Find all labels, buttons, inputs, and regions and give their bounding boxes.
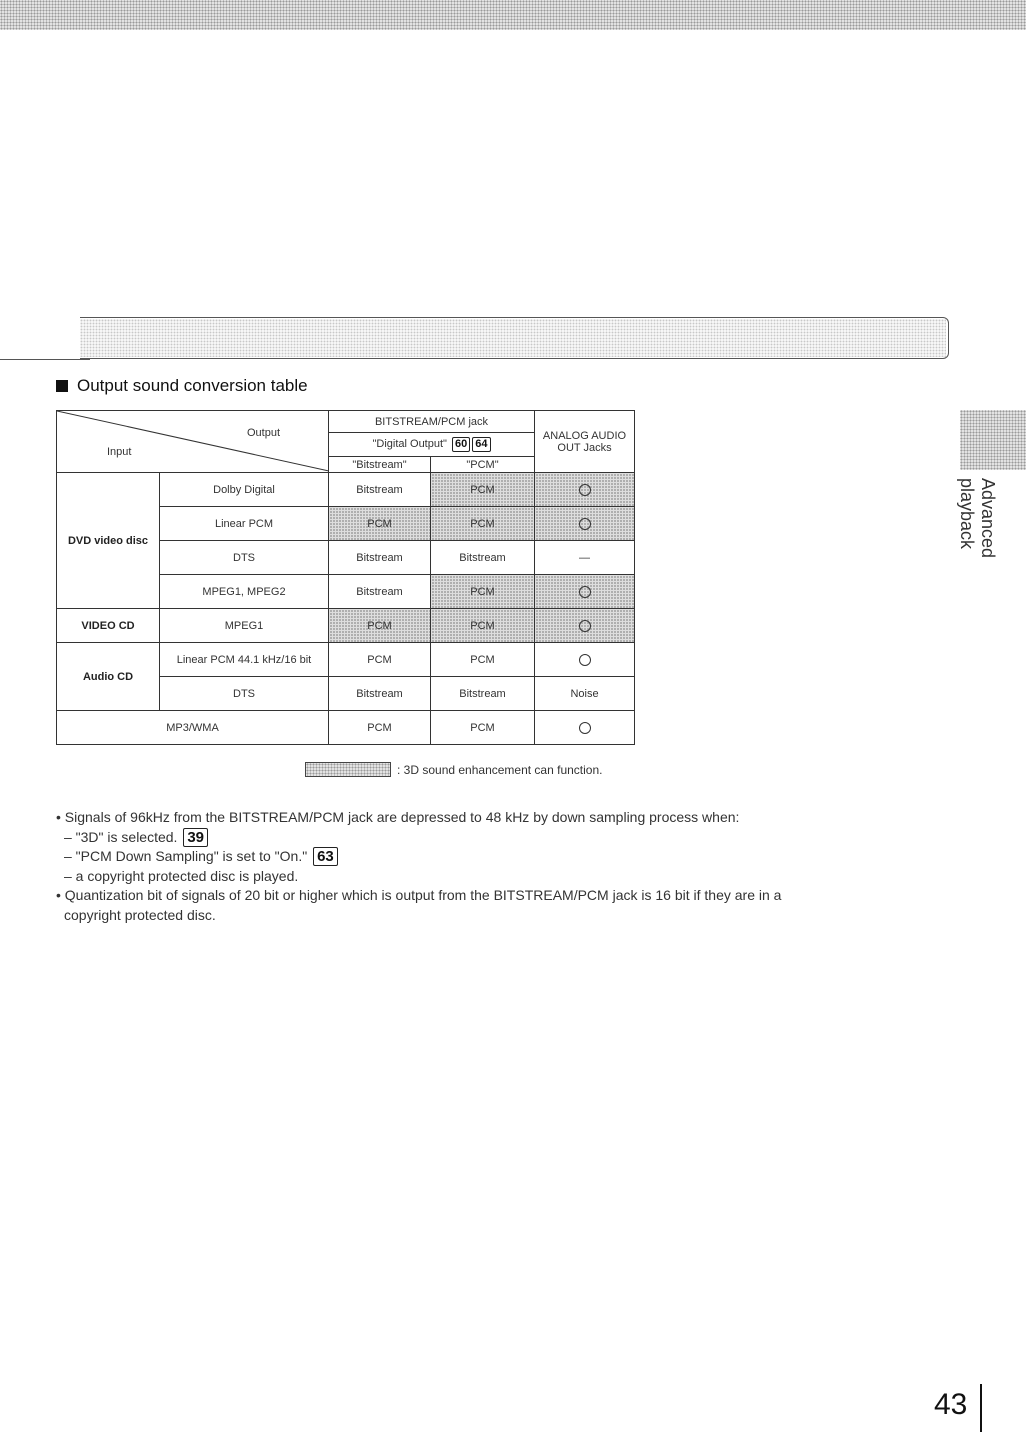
- section-header-band: [0, 313, 960, 361]
- notes-section: [56, 808, 916, 925]
- bitstream-cell: PCM: [329, 609, 431, 643]
- analog-cell: Noise: [535, 677, 635, 711]
- output-sound-conversion-table: [56, 410, 635, 745]
- note-quantization: • Quantization bit of signals of 20 bit or higher which is output from the BITSTREAM/PCM jack is 16 bit if they are in a: [56, 887, 782, 903]
- bitstream-cell: Bitstream: [329, 473, 431, 507]
- group-dvd-video: DVD video disc: [57, 473, 160, 609]
- header-rule: [0, 359, 90, 360]
- analog-cell: [535, 473, 635, 507]
- pcm-cell: PCM: [431, 575, 535, 609]
- legend: [305, 762, 602, 777]
- page-number-rule: [980, 1384, 982, 1432]
- note-96khz: • Signals of 96kHz from the BITSTREAM/PCM jack are depressed to 48 kHz by down sampling process when:: [56, 809, 740, 825]
- bitstream-column-header: "Bitstream": [329, 457, 431, 473]
- analog-cell: [535, 609, 635, 643]
- analog-cell: [535, 643, 635, 677]
- page-ref-39-icon: 39: [183, 828, 208, 847]
- bitstream-cell: PCM: [329, 711, 431, 745]
- note-sub-copyright: – a copyright protected disc is played.: [64, 867, 299, 884]
- note-sub-3d: [56, 828, 916, 848]
- legend-text: : 3D sound enhancement can function.: [397, 762, 603, 777]
- page-ref-60-icon: 60: [452, 437, 470, 452]
- format-cell: Linear PCM 44.1 kHz/16 bit: [160, 643, 329, 677]
- page-number: 43: [934, 1388, 968, 1421]
- analog-cell: [535, 575, 635, 609]
- group-audio-cd: Audio CD: [57, 643, 160, 711]
- note-quantization-cont: copyright protected disc.: [64, 906, 216, 923]
- circle-mark-icon: [579, 654, 591, 666]
- digital-output-label: "Digital Output": [372, 438, 447, 450]
- format-cell: MPEG1, MPEG2: [160, 575, 329, 609]
- circle-mark-icon: [579, 722, 591, 734]
- circle-mark-icon: [579, 620, 591, 632]
- bitstream-cell: PCM: [329, 507, 431, 541]
- diagonal-divider: [57, 411, 329, 473]
- analog-cell: —: [535, 541, 635, 575]
- section-title: Output sound conversion table: [77, 376, 308, 395]
- legend-swatch: [305, 762, 391, 777]
- page-ref-63-icon: 63: [313, 847, 338, 866]
- section-heading: [56, 376, 308, 396]
- format-cell: MPEG1: [160, 609, 329, 643]
- pcm-cell: PCM: [431, 711, 535, 745]
- format-cell: Dolby Digital: [160, 473, 329, 507]
- pcm-cell: PCM: [431, 507, 535, 541]
- note-sub-3d-text: – "3D" is selected.: [64, 828, 178, 845]
- pcm-cell: Bitstream: [431, 677, 535, 711]
- pcm-cell: Bitstream: [431, 541, 535, 575]
- bitstream-cell: Bitstream: [329, 541, 431, 575]
- bitstream-jack-header: BITSTREAM/PCM jack: [329, 411, 535, 433]
- circle-mark-icon: [579, 518, 591, 530]
- analog-audio-header: ANALOG AUDIO OUT Jacks: [535, 411, 635, 473]
- bitstream-cell: Bitstream: [329, 677, 431, 711]
- format-cell: DTS: [160, 677, 329, 711]
- table-corner-header: [57, 411, 329, 473]
- pcm-cell: PCM: [431, 473, 535, 507]
- circle-mark-icon: [579, 484, 591, 496]
- circle-mark-icon: [579, 586, 591, 598]
- table-row: [57, 609, 635, 643]
- group-video-cd: VIDEO CD: [57, 609, 160, 643]
- input-label: Input: [107, 446, 132, 458]
- bitstream-cell: PCM: [329, 643, 431, 677]
- table-row: [57, 711, 635, 745]
- side-tab-marker: [960, 410, 1026, 470]
- pcm-cell: PCM: [431, 609, 535, 643]
- square-bullet-icon: [56, 380, 68, 392]
- analog-cell: [535, 507, 635, 541]
- page-ref-64-icon: 64: [472, 437, 490, 452]
- pcm-column-header: "PCM": [431, 457, 535, 473]
- top-decorative-band: [0, 0, 1026, 30]
- format-cell: Linear PCM: [160, 507, 329, 541]
- header-band-frame: [80, 317, 949, 359]
- bitstream-cell: Bitstream: [329, 575, 431, 609]
- analog-cell: [535, 711, 635, 745]
- table-row: [57, 643, 635, 677]
- note-sub-pcm-down-text: – "PCM Down Sampling" is set to "On.": [64, 848, 308, 864]
- side-tab-label: Advanced playback: [957, 478, 998, 559]
- format-cell: MP3/WMA: [57, 711, 329, 745]
- format-cell: DTS: [160, 541, 329, 575]
- table-row: [57, 473, 635, 507]
- digital-output-header: [329, 433, 535, 457]
- pcm-cell: PCM: [431, 643, 535, 677]
- output-label: Output: [247, 427, 281, 439]
- note-sub-pcm-down: [56, 847, 916, 867]
